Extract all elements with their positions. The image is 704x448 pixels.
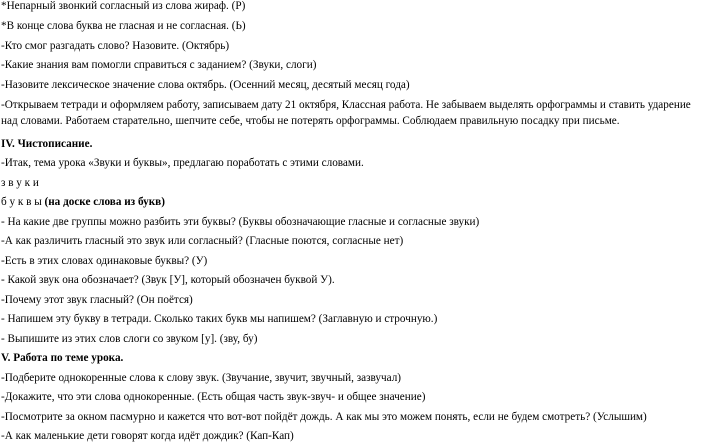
section-heading-penmanship: IV. Чистописание. [1, 138, 93, 150]
text-line: -Подберите однокоренные слова к слову звук. (Звучание, звучит, звучный, зазвучал) [1, 372, 402, 384]
word-letters-bukvy-line [1, 195, 165, 209]
text-line: - На какие две группы можно разбить эти буквы? (Буквы обозначающие гласные и согласные звуки) [1, 216, 480, 228]
text-line: -Посмотрите за окном пасмурно и кажется что вот-вот пойдёт дождь. А как мы это можем понять, если не будем смотреть? (Услышим) [1, 411, 647, 423]
text-line: *Непарный звонкий согласный из слова жираф. (Р) [1, 0, 246, 12]
text-line: -А как различить гласный это звук или согласный? (Гласные поются, согласные нет) [1, 235, 404, 247]
text-line: -Назовите лексическое значение слова октябрь. (Осенний месяц, десятый месяц года) [1, 79, 410, 91]
word-letters-bukvy: б у к в ы [1, 196, 42, 208]
text-line: -Какие знания вам помогли справиться с заданием? (Звуки, слоги) [1, 59, 317, 71]
text-line: -Докажите, что эти слова однокоренные. (Есть общая часть звук-звуч- и общее значение) [1, 391, 426, 403]
section-heading-lesson-work: V. Работа по теме урока. [1, 352, 124, 364]
text-line: -Итак, тема урока «Звуки и буквы», предлагаю поработать с этими словами. [1, 157, 364, 169]
text-line: *В конце слова буква не гласная и не согласная. (Ь) [1, 20, 246, 32]
text-line: -Почему этот звук гласный? (Он поётся) [1, 294, 193, 306]
paragraph-notebook-instructions: -Открываем тетради и оформляем работу, записываем дату 21 октября, Классная работа. Не забываем выделять орфограммы и ставить ударение над словами. Работаем старательно, шепчите себе, чтобы не потерять орфограммы. Соблюдаем правильную посадку при письме. [1, 99, 691, 127]
text-line: -Кто смог разгадать слово? Назовите. (Октябрь) [1, 40, 230, 52]
board-note: (на доске слова из букв) [44, 196, 165, 208]
word-letters-zvuki: з в у к и [1, 177, 39, 189]
text-line: - Какой звук она обозначает? (Звук [У], который обозначен буквой У). [1, 274, 335, 286]
text-line: -А как маленькие дети говорят когда идёт дождик? (Кап-Кап) [1, 430, 294, 442]
text-line: - Напишем эту букву в тетради. Сколько таких букв мы напишем? (Заглавную и строчную.) [1, 313, 438, 325]
text-line: - Выпишите из этих слов слоги со звуком [у]. (зву, бу) [1, 333, 258, 345]
text-line: -Есть в этих словах одинаковые буквы? (У) [1, 255, 208, 267]
